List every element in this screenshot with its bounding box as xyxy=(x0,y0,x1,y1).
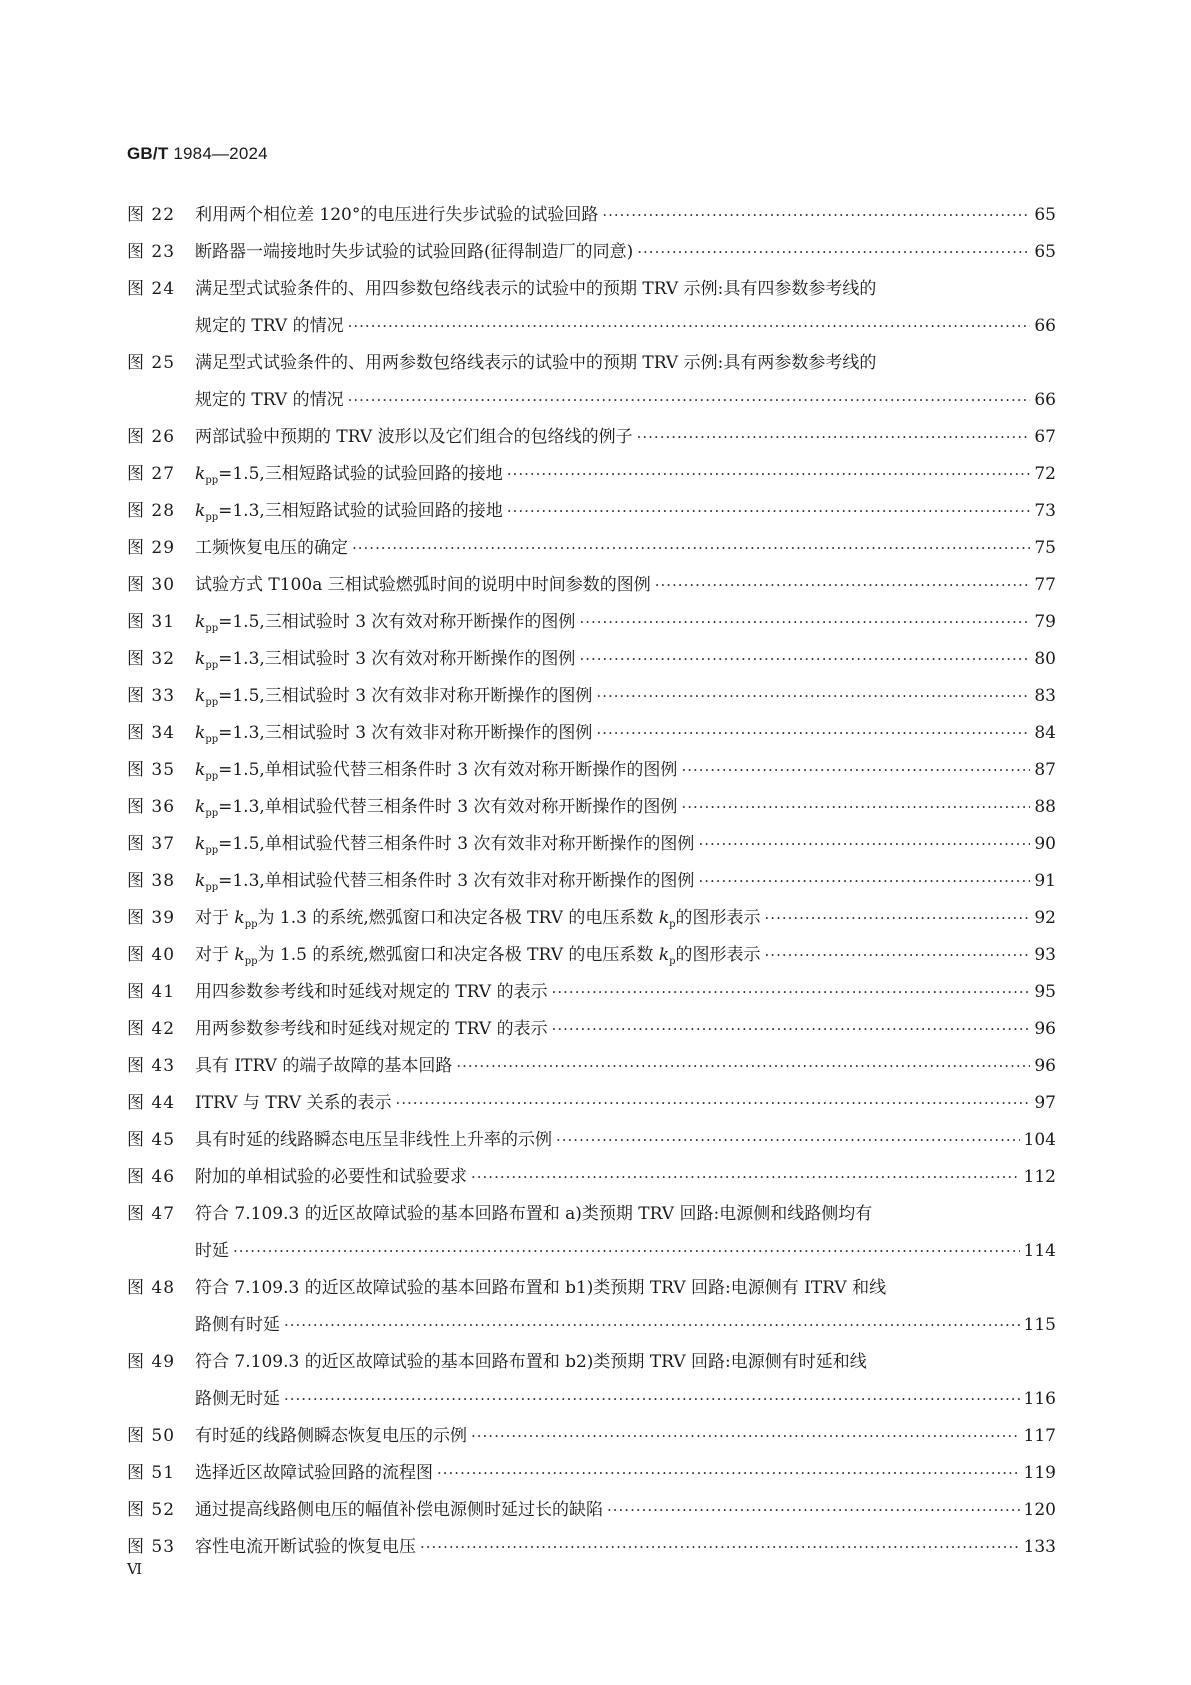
toc-entry[interactable] xyxy=(127,715,1056,752)
figure-label: 图 23 xyxy=(127,242,176,262)
toc-entry[interactable] xyxy=(127,1048,1056,1085)
figure-title: 两部试验中预期的 TRV 波形以及它们组合的包络线的例子 xyxy=(195,427,633,447)
page-number: 91 xyxy=(1034,871,1056,891)
figure-title: 通过提高线路侧电压的幅值补偿电源侧时延过长的缺陷 xyxy=(195,1500,603,1520)
page-number: 88 xyxy=(1034,797,1056,817)
k-pp-symbol: $k_{pp}$ xyxy=(195,464,219,486)
figure-title: =1.5,三相试验时 3 次有效对称开断操作的图例 xyxy=(218,612,576,632)
dot-leader xyxy=(552,1011,1031,1048)
page-number: 80 xyxy=(1034,649,1056,669)
figure-title: 对于 $k_{pp}$为 1.3 的系统,燃弧窗口和决定各极 TRV 的电压系数 $k_p$的图形表示 xyxy=(195,908,761,930)
k-pp-symbol: $k_{pp}$ xyxy=(195,834,219,856)
figure-title: 容性电流开断试验的恢复电压 xyxy=(195,1537,416,1557)
dot-leader xyxy=(607,1492,1020,1529)
page-number: 96 xyxy=(1034,1056,1056,1076)
figure-title: 满足型式试验条件的、用四参数包络线表示的试验中的预期 TRV 示例:具有四参数参考线的 xyxy=(195,279,877,299)
k-pp-symbol: $k_{pp}$ xyxy=(195,871,219,893)
dot-leader xyxy=(655,567,1031,604)
dot-leader xyxy=(471,1418,1020,1455)
figure-title: =1.3,三相试验时 3 次有效非对称开断操作的图例 xyxy=(218,723,593,743)
figure-label: 图 31 xyxy=(127,612,176,632)
figure-title-continued: 规定的 TRV 的情况 xyxy=(195,316,344,336)
toc-entry[interactable] xyxy=(127,530,1056,567)
figure-title-continued: 路侧有时延 xyxy=(195,1315,280,1335)
figure-label: 图 40 xyxy=(127,945,176,965)
dot-leader xyxy=(507,493,1031,530)
page-number: 120 xyxy=(1023,1500,1056,1520)
k-pp-symbol: $k_{pp}$ xyxy=(195,723,219,745)
dot-leader xyxy=(596,678,1030,715)
figure-label: 图 30 xyxy=(127,575,176,595)
page-number: 114 xyxy=(1023,1241,1056,1261)
figure-label: 图 38 xyxy=(127,871,176,891)
figure-title-continued: 规定的 TRV 的情况 xyxy=(195,390,344,410)
page-number: 73 xyxy=(1034,501,1056,521)
dot-leader xyxy=(456,1048,1030,1085)
figure-label: 图 34 xyxy=(127,723,176,743)
toc-entry[interactable] xyxy=(127,197,1056,234)
toc-entry[interactable] xyxy=(127,863,1056,900)
figure-title: 工频恢复电压的确定 xyxy=(195,538,348,558)
page-number: 97 xyxy=(1034,1093,1056,1113)
dot-leader xyxy=(233,1233,1020,1270)
page-number: 117 xyxy=(1023,1426,1056,1446)
figure-title: 用四参数参考线和时延线对规定的 TRV 的表示 xyxy=(195,982,548,1002)
figure-title: 断路器一端接地时失步试验的试验回路(征得制造厂的同意) xyxy=(195,242,634,262)
page-number: 65 xyxy=(1034,205,1056,225)
page-number: 90 xyxy=(1034,834,1056,854)
page-number: 133 xyxy=(1023,1537,1056,1557)
k-pp-symbol: $k_{pp}$ xyxy=(195,797,219,819)
figure-label: 图 42 xyxy=(127,1019,176,1039)
dot-leader xyxy=(507,456,1031,493)
k-p-symbol: $k_p$ xyxy=(658,945,676,967)
toc-entry[interactable] xyxy=(127,456,1056,493)
dot-leader xyxy=(637,234,1030,271)
toc-entry[interactable] xyxy=(127,752,1056,789)
dot-leader xyxy=(284,1381,1020,1418)
dot-leader xyxy=(681,789,1030,826)
dot-leader xyxy=(765,937,1031,974)
figure-title: 满足型式试验条件的、用两参数包络线表示的试验中的预期 TRV 示例:具有两参数参考线的 xyxy=(195,353,877,373)
standard-code: GB/T xyxy=(127,144,169,163)
figure-label: 图 45 xyxy=(127,1130,176,1150)
figure-label: 图 36 xyxy=(127,797,176,817)
dot-leader xyxy=(348,308,1031,345)
figure-label: 图 51 xyxy=(127,1463,176,1483)
figure-label: 图 43 xyxy=(127,1056,176,1076)
dot-leader xyxy=(637,419,1031,456)
page-number: 93 xyxy=(1034,945,1056,965)
figure-label: 图 48 xyxy=(127,1278,176,1298)
toc-entry[interactable] xyxy=(127,678,1056,715)
figure-label: 图 47 xyxy=(127,1204,176,1224)
k-p-symbol: $k_p$ xyxy=(658,908,676,930)
page-number: 65 xyxy=(1034,242,1056,262)
k-pp-symbol: $k_{pp}$ xyxy=(195,760,219,782)
k-pp-symbol: $k_{pp}$ xyxy=(234,945,258,967)
dot-leader xyxy=(698,826,1030,863)
page-number: 119 xyxy=(1023,1463,1056,1483)
figure-title: 用两参数参考线和时延线对规定的 TRV 的表示 xyxy=(195,1019,548,1039)
figure-title: =1.5,单相试验代替三相条件时 3 次有效对称开断操作的图例 xyxy=(218,760,678,780)
figure-title: 选择近区故障试验回路的流程图 xyxy=(195,1463,433,1483)
toc-entry[interactable] xyxy=(127,1418,1056,1455)
toc-entry[interactable] xyxy=(127,493,1056,530)
page-number: 66 xyxy=(1034,390,1056,410)
page-number: 112 xyxy=(1023,1167,1056,1187)
toc-entry[interactable] xyxy=(127,271,1056,345)
figure-label: 图 39 xyxy=(127,908,176,928)
figure-title: 具有时延的线路瞬态电压呈非线性上升率的示例 xyxy=(195,1130,552,1150)
figure-title: =1.3,单相试验代替三相条件时 3 次有效对称开断操作的图例 xyxy=(218,797,678,817)
dot-leader xyxy=(765,900,1031,937)
toc-entry[interactable] xyxy=(127,345,1056,419)
k-pp-symbol: $k_{pp}$ xyxy=(195,501,219,523)
page-number: 115 xyxy=(1023,1315,1056,1335)
toc-entry[interactable] xyxy=(127,1492,1056,1529)
figure-label: 图 37 xyxy=(127,834,176,854)
dot-leader xyxy=(437,1455,1020,1492)
page-number: 77 xyxy=(1034,575,1056,595)
figure-label: 图 33 xyxy=(127,686,176,706)
figure-label: 图 32 xyxy=(127,649,176,669)
toc-entry[interactable] xyxy=(127,234,1056,271)
dot-leader xyxy=(348,382,1031,419)
figure-label: 图 46 xyxy=(127,1167,176,1187)
figure-title-continued: 路侧无时延 xyxy=(195,1389,280,1409)
toc-entry[interactable] xyxy=(127,937,1056,974)
figure-label: 图 25 xyxy=(127,353,176,373)
k-pp-symbol: $k_{pp}$ xyxy=(195,686,219,708)
page-number: 79 xyxy=(1034,612,1056,632)
page-number: 84 xyxy=(1034,723,1056,743)
dot-leader xyxy=(681,752,1030,789)
dot-leader xyxy=(579,604,1030,641)
toc-entry[interactable] xyxy=(127,900,1056,937)
figure-label: 图 28 xyxy=(127,501,176,521)
page-number: 66 xyxy=(1034,316,1056,336)
figure-title: 试验方式 T100a 三相试验燃弧时间的说明中时间参数的图例 xyxy=(195,575,651,595)
toc-entry[interactable] xyxy=(127,419,1056,456)
figure-label: 图 35 xyxy=(127,760,176,780)
standard-number: 1984—2024 xyxy=(173,144,268,163)
figure-label: 图 27 xyxy=(127,464,176,484)
toc-entry[interactable] xyxy=(127,1159,1056,1196)
figure-title: 符合 7.109.3 的近区故障试验的基本回路布置和 a)类预期 TRV 回路:电源侧和线路侧均有 xyxy=(195,1204,873,1224)
dot-leader xyxy=(352,530,1030,567)
toc-entry[interactable] xyxy=(127,567,1056,604)
k-pp-symbol: $k_{pp}$ xyxy=(195,649,219,671)
figure-title: 具有 ITRV 的端子故障的基本回路 xyxy=(195,1056,453,1076)
figure-title-continued: 时延 xyxy=(195,1241,229,1261)
toc-entry[interactable] xyxy=(127,1085,1056,1122)
page-number: 104 xyxy=(1023,1130,1056,1150)
toc-entry[interactable] xyxy=(127,1122,1056,1159)
toc-entry[interactable] xyxy=(127,1011,1056,1048)
page-number: 116 xyxy=(1023,1389,1056,1409)
toc-entry[interactable] xyxy=(127,1455,1056,1492)
page-number: 87 xyxy=(1034,760,1056,780)
page-number: 95 xyxy=(1034,982,1056,1002)
page-footer-number: Ⅵ xyxy=(127,1560,144,1578)
toc-entry[interactable] xyxy=(127,974,1056,1011)
figure-title: =1.5,三相短路试验的试验回路的接地 xyxy=(218,464,503,484)
page-number: 72 xyxy=(1034,464,1056,484)
figure-title: 利用两个相位差 120°的电压进行失步试验的试验回路 xyxy=(195,205,599,225)
figure-label: 图 44 xyxy=(127,1093,176,1113)
figure-label: 图 24 xyxy=(127,279,176,299)
figure-label: 图 52 xyxy=(127,1500,176,1520)
dot-leader xyxy=(579,641,1030,678)
figure-label: 图 22 xyxy=(127,205,176,225)
figure-title: =1.5,三相试验时 3 次有效非对称开断操作的图例 xyxy=(218,686,593,706)
dot-leader xyxy=(396,1085,1031,1122)
dot-leader xyxy=(284,1307,1020,1344)
figure-title: =1.3,三相短路试验的试验回路的接地 xyxy=(218,501,503,521)
dot-leader xyxy=(596,715,1030,752)
figure-title: 符合 7.109.3 的近区故障试验的基本回路布置和 b2)类预期 TRV 回路:电源侧有时延和线 xyxy=(195,1352,867,1372)
toc-entry[interactable] xyxy=(127,604,1056,641)
figure-list xyxy=(127,197,1056,1566)
figure-label: 图 26 xyxy=(127,427,176,447)
figure-title: ITRV 与 TRV 关系的表示 xyxy=(195,1093,392,1113)
dot-leader xyxy=(420,1529,1020,1566)
toc-entry[interactable] xyxy=(127,1344,1056,1418)
page-number: 75 xyxy=(1034,538,1056,558)
figure-label: 图 53 xyxy=(127,1537,176,1557)
page-number: 67 xyxy=(1034,427,1056,447)
k-pp-symbol: $k_{pp}$ xyxy=(195,612,219,634)
toc-entry[interactable] xyxy=(127,1529,1056,1566)
dot-leader xyxy=(698,863,1030,900)
dot-leader xyxy=(556,1122,1020,1159)
figure-title: =1.5,单相试验代替三相条件时 3 次有效非对称开断操作的图例 xyxy=(218,834,695,854)
toc-entry[interactable] xyxy=(127,1196,1056,1270)
page-number: 92 xyxy=(1034,908,1056,928)
figure-label: 图 49 xyxy=(127,1352,176,1372)
k-pp-symbol: $k_{pp}$ xyxy=(234,908,258,930)
toc-entry[interactable] xyxy=(127,641,1056,678)
toc-entry[interactable] xyxy=(127,1270,1056,1344)
page-number: 83 xyxy=(1034,686,1056,706)
figure-label: 图 50 xyxy=(127,1426,176,1446)
standard-header xyxy=(127,144,268,164)
toc-entry[interactable] xyxy=(127,789,1056,826)
figure-title: =1.3,三相试验时 3 次有效对称开断操作的图例 xyxy=(218,649,576,669)
figure-title: 有时延的线路侧瞬态恢复电压的示例 xyxy=(195,1426,467,1446)
page-number: 96 xyxy=(1034,1019,1056,1039)
figure-label: 图 29 xyxy=(127,538,176,558)
dot-leader xyxy=(471,1159,1020,1196)
figure-title: 对于 $k_{pp}$为 1.5 的系统,燃弧窗口和决定各极 TRV 的电压系数 $k_p$的图形表示 xyxy=(195,945,761,967)
dot-leader xyxy=(602,197,1030,234)
toc-entry[interactable] xyxy=(127,826,1056,863)
figure-title: 附加的单相试验的必要性和试验要求 xyxy=(195,1167,467,1187)
figure-title: 符合 7.109.3 的近区故障试验的基本回路布置和 b1)类预期 TRV 回路:电源侧有 ITRV 和线 xyxy=(195,1278,887,1298)
dot-leader xyxy=(552,974,1031,1011)
figure-title: =1.3,单相试验代替三相条件时 3 次有效非对称开断操作的图例 xyxy=(218,871,695,891)
figure-label: 图 41 xyxy=(127,982,176,1002)
